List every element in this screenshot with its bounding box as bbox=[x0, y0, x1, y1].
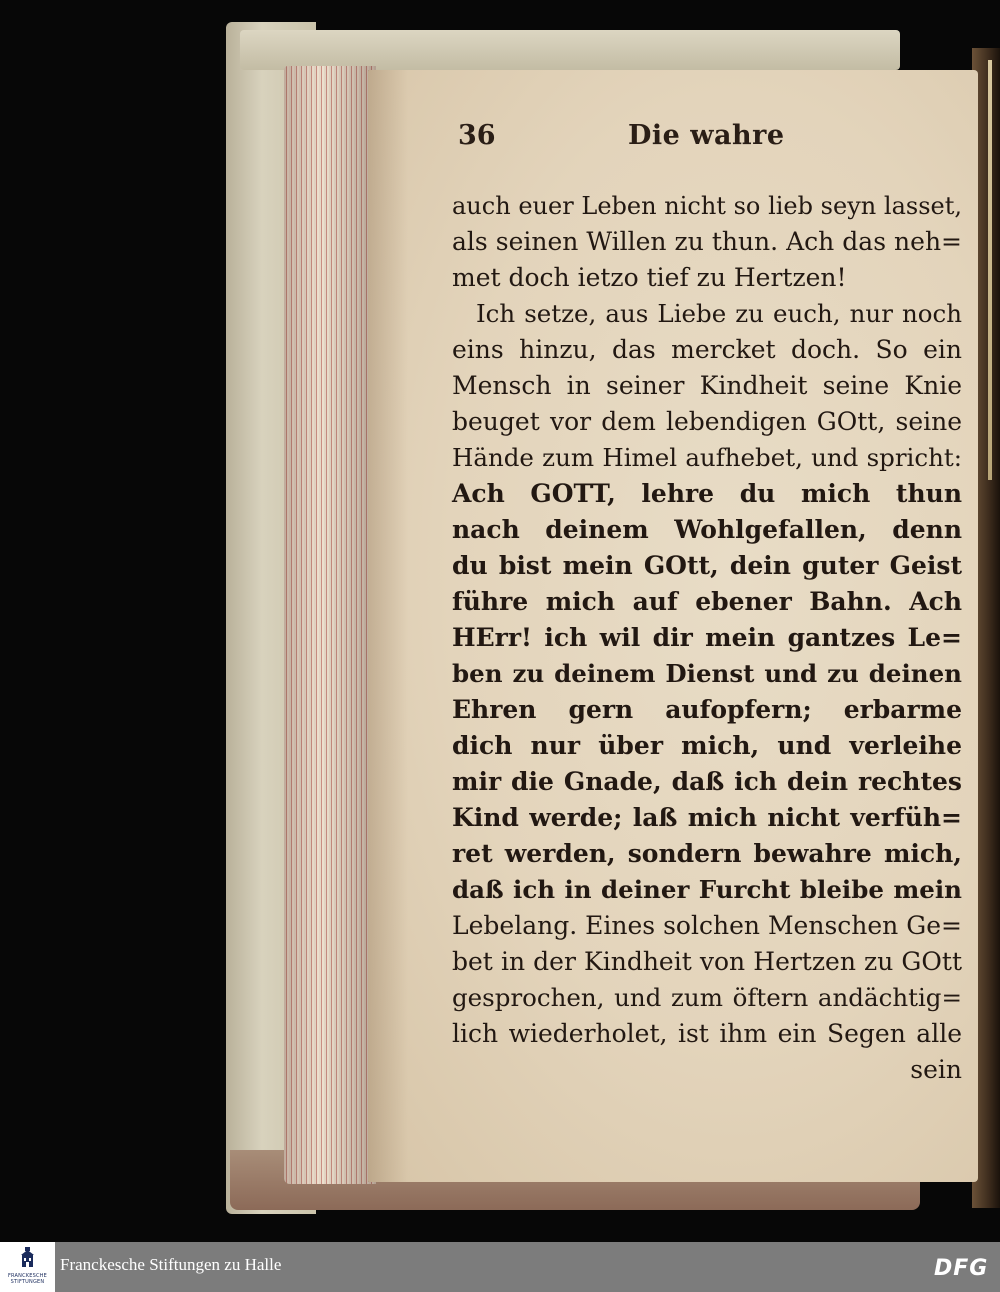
text-line: mir die Gnade, daß ich dein rechtes bbox=[452, 767, 962, 796]
text-line: Ach GOTT, lehre du mich thun bbox=[452, 479, 962, 508]
text-line: dich nur über mich, und verleihe bbox=[452, 731, 962, 760]
text-line: ben zu deinem Dienst und zu deinen bbox=[452, 659, 962, 688]
text-line: ret werden, sondern bewahre mich, bbox=[452, 839, 962, 868]
running-head: Die wahre bbox=[628, 120, 785, 151]
text-line: Mensch in seiner Kindheit seine Knie bbox=[452, 371, 962, 400]
building-icon bbox=[20, 1247, 35, 1269]
text-line: führe mich auf ebener Bahn. Ach bbox=[452, 587, 962, 616]
text-line: Hände zum Himel aufhebet, und spricht: bbox=[452, 443, 962, 472]
text-line: auch euer Leben nicht so lieb seyn lasset, bbox=[452, 192, 962, 220]
dfg-logo[interactable]: DFG bbox=[934, 1256, 989, 1281]
text-line: bet in der Kindheit von Hertzen zu GOtt bbox=[452, 947, 962, 976]
logo-text bbox=[2, 1273, 53, 1285]
page-gutter-shadow bbox=[368, 70, 408, 1182]
binding-thread bbox=[988, 60, 992, 480]
page-number: 36 bbox=[458, 120, 496, 151]
page-edges-shadow bbox=[284, 66, 376, 1184]
text-line: Ehren gern aufopfern; erbarme bbox=[452, 695, 962, 724]
text-line: gesprochen, und zum öftern andächtig= bbox=[452, 983, 962, 1012]
catchword: sein bbox=[910, 1055, 962, 1084]
text-line: nach deinem Wohlgefallen, denn bbox=[452, 515, 962, 544]
logo-text-line2: STIFTUNGEN bbox=[10, 1279, 45, 1285]
text-line: Lebelang. Eines solchen Menschen Ge= bbox=[452, 911, 962, 940]
text-line: als seinen Willen zu thun. Ach das neh= bbox=[452, 227, 962, 256]
text-line: daß ich in deiner Furcht bleibe mein bbox=[452, 875, 962, 904]
institution-name: Franckesche Stiftungen zu Halle bbox=[60, 1255, 282, 1274]
text-line: eins hinzu, das mercket doch. So ein bbox=[452, 335, 962, 364]
text-line: Ich setze, aus Liebe zu euch, nur noch bbox=[476, 299, 962, 328]
text-line: lich wiederholet, ist ihm ein Segen alle bbox=[452, 1019, 962, 1048]
body-text bbox=[452, 188, 962, 1088]
text-line: beuget vor dem lebendigen GOtt, seine bbox=[452, 407, 962, 436]
logo-text-line1: FRANCKESCHE bbox=[7, 1273, 48, 1279]
text-line: HErr! ich wil dir mein gantzes Le= bbox=[452, 623, 962, 652]
institution-logo[interactable] bbox=[0, 1242, 55, 1292]
text-line: du bist mein GOtt, dein guter Geist bbox=[452, 551, 962, 580]
text-line: Kind werde; laß mich nicht verfüh= bbox=[452, 803, 962, 832]
book-cover-top bbox=[240, 30, 900, 70]
text-line: met doch ietzo tief zu Hertzen! bbox=[452, 263, 847, 292]
footer-bar bbox=[0, 1242, 1000, 1292]
